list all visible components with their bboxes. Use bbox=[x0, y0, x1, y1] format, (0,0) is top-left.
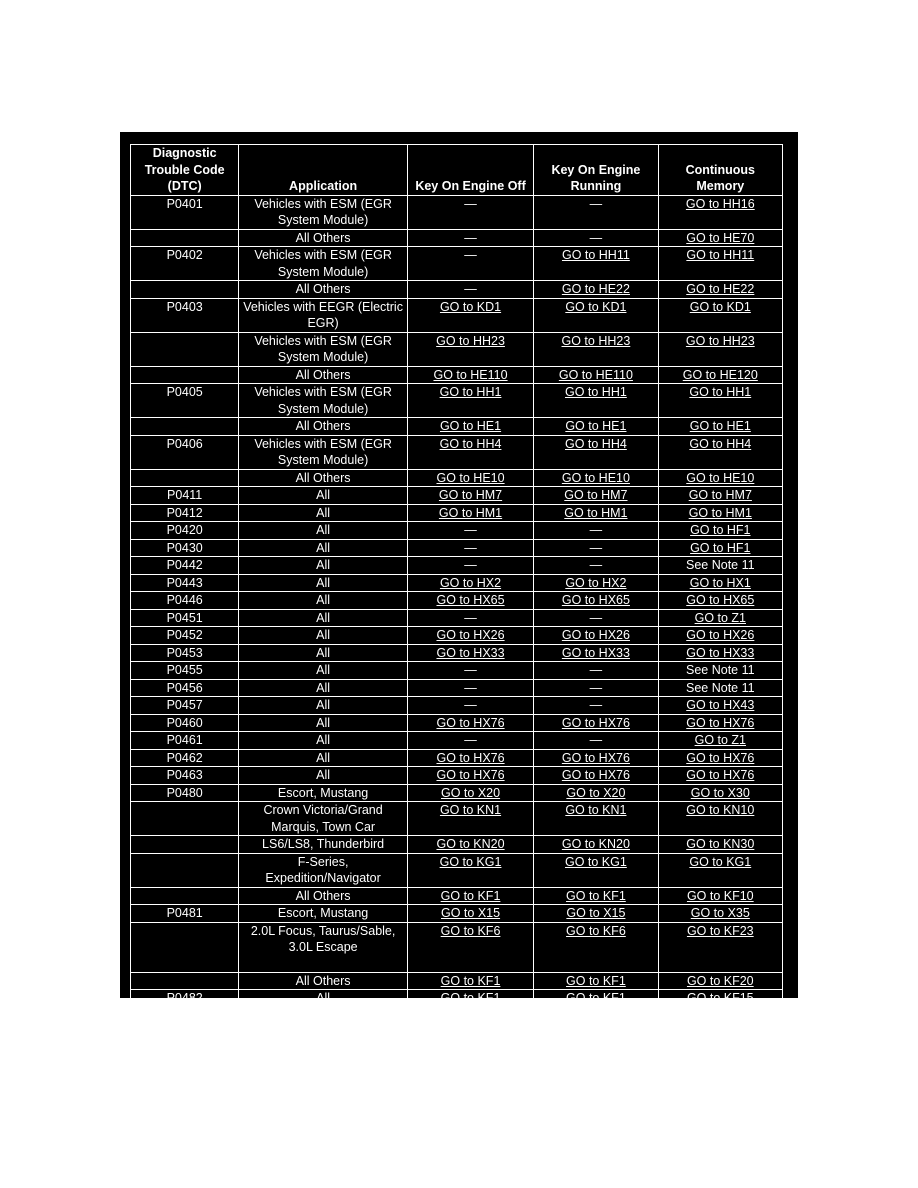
koer-cell[interactable]: GO to HE22 bbox=[534, 281, 658, 299]
koeo-cell[interactable]: GO to HX2 bbox=[407, 574, 533, 592]
continuous-memory-cell[interactable]: GO to KD1 bbox=[658, 298, 782, 332]
koer-cell: — bbox=[534, 539, 658, 557]
table-row bbox=[131, 504, 783, 522]
table-row bbox=[131, 836, 783, 854]
application-cell: All bbox=[239, 504, 408, 522]
continuous-memory-cell[interactable]: GO to HX65 bbox=[658, 592, 782, 610]
application-cell: Vehicles with ESM (EGR System Module) bbox=[239, 332, 408, 366]
dtc-code-cell bbox=[131, 469, 239, 487]
dtc-code-cell: P0462 bbox=[131, 749, 239, 767]
koer-cell: — bbox=[534, 557, 658, 575]
table-row bbox=[131, 767, 783, 785]
dtc-code-cell: P0430 bbox=[131, 539, 239, 557]
dtc-code-cell: P0461 bbox=[131, 732, 239, 750]
application-cell: All Others bbox=[239, 229, 408, 247]
koer-cell[interactable]: GO to KN20 bbox=[534, 836, 658, 854]
koeo-cell[interactable]: GO to KG1 bbox=[407, 853, 533, 887]
table-row bbox=[131, 366, 783, 384]
dtc-code-cell: P0463 bbox=[131, 767, 239, 785]
table-body bbox=[131, 195, 783, 1007]
dtc-code-cell: P0420 bbox=[131, 522, 239, 540]
continuous-memory-cell[interactable]: GO to HX33 bbox=[658, 644, 782, 662]
dtc-code-cell: P0480 bbox=[131, 784, 239, 802]
header-koer: Key On Engine Running bbox=[534, 145, 658, 196]
koer-cell[interactable]: GO to HE1 bbox=[534, 418, 658, 436]
koeo-cell: — bbox=[407, 539, 533, 557]
continuous-memory-cell[interactable]: GO to HX76 bbox=[658, 767, 782, 785]
table-row bbox=[131, 609, 783, 627]
dtc-code-cell bbox=[131, 332, 239, 366]
koer-cell: — bbox=[534, 732, 658, 750]
koeo-cell[interactable]: GO to KF1 bbox=[407, 990, 533, 1008]
koeo-cell[interactable]: GO to HH4 bbox=[407, 435, 533, 469]
dtc-code-cell bbox=[131, 836, 239, 854]
continuous-memory-cell[interactable]: GO to HF1 bbox=[658, 539, 782, 557]
continuous-memory-cell[interactable]: GO to KN30 bbox=[658, 836, 782, 854]
table-row bbox=[131, 539, 783, 557]
koer-cell: — bbox=[534, 522, 658, 540]
table-row bbox=[131, 195, 783, 229]
koeo-cell[interactable]: GO to KN20 bbox=[407, 836, 533, 854]
table-row bbox=[131, 853, 783, 887]
dtc-code-cell: P0481 bbox=[131, 905, 239, 923]
koer-cell[interactable]: GO to KF6 bbox=[534, 922, 658, 972]
koer-cell[interactable]: GO to X15 bbox=[534, 905, 658, 923]
application-cell: All bbox=[239, 522, 408, 540]
koer-cell[interactable]: GO to HX26 bbox=[534, 627, 658, 645]
table-row bbox=[131, 662, 783, 680]
koeo-cell: — bbox=[407, 229, 533, 247]
application-cell: Vehicles with ESM (EGR System Module) bbox=[239, 195, 408, 229]
table-row bbox=[131, 384, 783, 418]
continuous-memory-cell[interactable]: GO to KF20 bbox=[658, 972, 782, 990]
dtc-code-cell: P0401 bbox=[131, 195, 239, 229]
koer-cell: — bbox=[534, 662, 658, 680]
koer-cell[interactable]: GO to HH23 bbox=[534, 332, 658, 366]
koeo-cell[interactable]: GO to X20 bbox=[407, 784, 533, 802]
koer-cell[interactable]: GO to KN1 bbox=[534, 802, 658, 836]
dtc-code-cell: P0403 bbox=[131, 298, 239, 332]
application-cell: All Others bbox=[239, 972, 408, 990]
continuous-memory-cell[interactable]: GO to HM1 bbox=[658, 504, 782, 522]
dtc-code-cell: P0452 bbox=[131, 627, 239, 645]
header-application: Application bbox=[239, 145, 408, 196]
header-continuous-memory: Continuous Memory bbox=[658, 145, 782, 196]
table-row bbox=[131, 784, 783, 802]
application-cell: F-Series, Expedition/Navigator bbox=[239, 853, 408, 887]
dtc-code-cell bbox=[131, 229, 239, 247]
table-row bbox=[131, 990, 783, 1008]
koer-cell[interactable]: GO to HE10 bbox=[534, 469, 658, 487]
koer-cell: — bbox=[534, 195, 658, 229]
koeo-cell[interactable]: GO to HM1 bbox=[407, 504, 533, 522]
dtc-code-cell: P0453 bbox=[131, 644, 239, 662]
continuous-memory-cell[interactable]: GO to HH11 bbox=[658, 247, 782, 281]
table-row bbox=[131, 247, 783, 281]
koeo-cell[interactable]: GO to HE1 bbox=[407, 418, 533, 436]
continuous-memory-cell[interactable]: GO to X35 bbox=[658, 905, 782, 923]
application-cell: All Others bbox=[239, 469, 408, 487]
koer-cell[interactable]: GO to X20 bbox=[534, 784, 658, 802]
application-cell: All Others bbox=[239, 887, 408, 905]
continuous-memory-cell[interactable]: GO to Z1 bbox=[658, 609, 782, 627]
dtc-table-panel bbox=[120, 132, 798, 1005]
table-row bbox=[131, 469, 783, 487]
dtc-code-cell: P0402 bbox=[131, 247, 239, 281]
table-row bbox=[131, 592, 783, 610]
application-cell: Vehicles with ESM (EGR System Module) bbox=[239, 435, 408, 469]
application-cell: All Others bbox=[239, 366, 408, 384]
application-cell: All bbox=[239, 990, 408, 1008]
continuous-memory-cell[interactable]: GO to HE22 bbox=[658, 281, 782, 299]
application-cell: All bbox=[239, 749, 408, 767]
application-cell: Escort, Mustang bbox=[239, 905, 408, 923]
continuous-memory-cell[interactable]: GO to HF1 bbox=[658, 522, 782, 540]
continuous-memory-cell[interactable]: GO to X30 bbox=[658, 784, 782, 802]
dtc-code-cell bbox=[131, 281, 239, 299]
application-cell: All bbox=[239, 679, 408, 697]
koer-cell[interactable]: GO to HM1 bbox=[534, 504, 658, 522]
koeo-cell[interactable]: GO to KD1 bbox=[407, 298, 533, 332]
table-row bbox=[131, 574, 783, 592]
application-cell: Crown Victoria/Grand Marquis, Town Car bbox=[239, 802, 408, 836]
continuous-memory-cell[interactable]: GO to HX76 bbox=[658, 714, 782, 732]
dtc-code-cell bbox=[131, 887, 239, 905]
application-cell: All bbox=[239, 539, 408, 557]
dtc-code-cell: P0405 bbox=[131, 384, 239, 418]
application-cell: Vehicles with ESM (EGR System Module) bbox=[239, 247, 408, 281]
dtc-code-cell: P0443 bbox=[131, 574, 239, 592]
table-row bbox=[131, 972, 783, 990]
koer-cell[interactable]: GO to HE110 bbox=[534, 366, 658, 384]
koeo-cell[interactable]: GO to HX65 bbox=[407, 592, 533, 610]
koer-cell[interactable]: GO to HM7 bbox=[534, 487, 658, 505]
dtc-code-cell: P0446 bbox=[131, 592, 239, 610]
application-cell: All Others bbox=[239, 418, 408, 436]
table-row bbox=[131, 802, 783, 836]
koer-cell[interactable]: GO to HX65 bbox=[534, 592, 658, 610]
koeo-cell[interactable]: GO to HH1 bbox=[407, 384, 533, 418]
table-row bbox=[131, 732, 783, 750]
application-cell: 2.0L Focus, Taurus/Sable, 3.0L Escape bbox=[239, 922, 408, 972]
continuous-memory-cell[interactable]: GO to HX43 bbox=[658, 697, 782, 715]
koeo-cell[interactable]: GO to HX33 bbox=[407, 644, 533, 662]
koeo-cell[interactable]: GO to HX26 bbox=[407, 627, 533, 645]
koer-cell: — bbox=[534, 679, 658, 697]
dtc-code-cell: P0460 bbox=[131, 714, 239, 732]
koer-cell[interactable]: GO to HX2 bbox=[534, 574, 658, 592]
koeo-cell[interactable]: GO to KF1 bbox=[407, 972, 533, 990]
continuous-memory-cell[interactable]: GO to HE10 bbox=[658, 469, 782, 487]
application-cell: All bbox=[239, 767, 408, 785]
koeo-cell[interactable]: GO to HE110 bbox=[407, 366, 533, 384]
continuous-memory-cell[interactable]: GO to KF15 bbox=[658, 990, 782, 1008]
table-row bbox=[131, 627, 783, 645]
table-row bbox=[131, 714, 783, 732]
continuous-memory-cell[interactable]: GO to HX26 bbox=[658, 627, 782, 645]
koeo-cell[interactable]: GO to HX76 bbox=[407, 714, 533, 732]
table-row bbox=[131, 644, 783, 662]
koer-cell[interactable]: GO to HX33 bbox=[534, 644, 658, 662]
table-row bbox=[131, 922, 783, 972]
continuous-memory-cell[interactable]: GO to Z1 bbox=[658, 732, 782, 750]
koer-cell[interactable]: GO to HX76 bbox=[534, 767, 658, 785]
koer-cell[interactable]: GO to HH11 bbox=[534, 247, 658, 281]
header-koeo: Key On Engine Off bbox=[407, 145, 533, 196]
dtc-code-cell: P0482 bbox=[131, 990, 239, 1008]
koeo-cell: — bbox=[407, 557, 533, 575]
koeo-cell: — bbox=[407, 247, 533, 281]
koeo-cell[interactable]: GO to HH23 bbox=[407, 332, 533, 366]
koeo-cell: — bbox=[407, 732, 533, 750]
koeo-cell: — bbox=[407, 195, 533, 229]
application-cell: LS6/LS8, Thunderbird bbox=[239, 836, 408, 854]
application-cell: All bbox=[239, 574, 408, 592]
dtc-code-cell bbox=[131, 922, 239, 972]
table-row bbox=[131, 905, 783, 923]
table-row bbox=[131, 298, 783, 332]
continuous-memory-cell[interactable]: GO to HX1 bbox=[658, 574, 782, 592]
application-cell: All Others bbox=[239, 281, 408, 299]
application-cell: Vehicles with ESM (EGR System Module) bbox=[239, 384, 408, 418]
koeo-cell: — bbox=[407, 662, 533, 680]
continuous-memory-cell[interactable]: GO to HH1 bbox=[658, 384, 782, 418]
koeo-cell[interactable]: GO to HX76 bbox=[407, 767, 533, 785]
table-row bbox=[131, 697, 783, 715]
koer-cell[interactable]: GO to KF1 bbox=[534, 972, 658, 990]
koer-cell[interactable]: GO to KF1 bbox=[534, 990, 658, 1008]
continuous-memory-cell: See Note 11 bbox=[658, 662, 782, 680]
koer-cell[interactable]: GO to HH1 bbox=[534, 384, 658, 418]
koer-cell[interactable]: GO to KG1 bbox=[534, 853, 658, 887]
application-cell: All bbox=[239, 644, 408, 662]
application-cell: All bbox=[239, 697, 408, 715]
dtc-code-cell bbox=[131, 972, 239, 990]
table-row bbox=[131, 487, 783, 505]
koer-cell[interactable]: GO to HH4 bbox=[534, 435, 658, 469]
koeo-cell[interactable]: GO to X15 bbox=[407, 905, 533, 923]
continuous-memory-cell[interactable]: GO to KF23 bbox=[658, 922, 782, 972]
continuous-memory-cell[interactable]: GO to HE70 bbox=[658, 229, 782, 247]
koer-cell[interactable]: GO to HX76 bbox=[534, 714, 658, 732]
application-cell: All bbox=[239, 627, 408, 645]
dtc-code-cell: P0451 bbox=[131, 609, 239, 627]
continuous-memory-cell[interactable]: GO to HX76 bbox=[658, 749, 782, 767]
koeo-cell[interactable]: GO to HM7 bbox=[407, 487, 533, 505]
koeo-cell[interactable]: GO to HX76 bbox=[407, 749, 533, 767]
dtc-code-cell bbox=[131, 853, 239, 887]
application-cell: All bbox=[239, 662, 408, 680]
application-cell: All bbox=[239, 592, 408, 610]
dtc-table bbox=[130, 144, 783, 1008]
continuous-memory-cell[interactable]: GO to HM7 bbox=[658, 487, 782, 505]
continuous-memory-cell[interactable]: GO to HH16 bbox=[658, 195, 782, 229]
application-cell: Vehicles with EEGR (Electric EGR) bbox=[239, 298, 408, 332]
koer-cell[interactable]: GO to KF1 bbox=[534, 887, 658, 905]
table-row bbox=[131, 229, 783, 247]
table-row bbox=[131, 435, 783, 469]
koeo-cell: — bbox=[407, 609, 533, 627]
koeo-cell[interactable]: GO to KF6 bbox=[407, 922, 533, 972]
dtc-code-cell bbox=[131, 802, 239, 836]
dtc-code-cell: P0412 bbox=[131, 504, 239, 522]
continuous-memory-cell[interactable]: GO to HH4 bbox=[658, 435, 782, 469]
application-cell: All bbox=[239, 557, 408, 575]
dtc-code-cell: P0411 bbox=[131, 487, 239, 505]
application-cell: All bbox=[239, 714, 408, 732]
koeo-cell: — bbox=[407, 697, 533, 715]
koeo-cell[interactable]: GO to KN1 bbox=[407, 802, 533, 836]
table-row bbox=[131, 332, 783, 366]
koer-cell[interactable]: GO to HX76 bbox=[534, 749, 658, 767]
continuous-memory-cell: See Note 11 bbox=[658, 557, 782, 575]
koeo-cell: — bbox=[407, 679, 533, 697]
continuous-memory-cell[interactable]: GO to KF10 bbox=[658, 887, 782, 905]
application-cell: All bbox=[239, 609, 408, 627]
dtc-code-cell: P0442 bbox=[131, 557, 239, 575]
application-cell: All bbox=[239, 732, 408, 750]
koer-cell[interactable]: GO to KD1 bbox=[534, 298, 658, 332]
table-header-row bbox=[131, 145, 783, 196]
table-row bbox=[131, 749, 783, 767]
koer-cell: — bbox=[534, 229, 658, 247]
table-row bbox=[131, 887, 783, 905]
continuous-memory-cell[interactable]: GO to HH23 bbox=[658, 332, 782, 366]
continuous-memory-cell: See Note 11 bbox=[658, 679, 782, 697]
application-cell: All bbox=[239, 487, 408, 505]
table-row bbox=[131, 679, 783, 697]
table-row bbox=[131, 522, 783, 540]
header-dtc: Diagnostic Trouble Code (DTC) bbox=[131, 145, 239, 196]
dtc-code-cell: P0457 bbox=[131, 697, 239, 715]
koeo-cell[interactable]: GO to KF1 bbox=[407, 887, 533, 905]
application-cell: Escort, Mustang bbox=[239, 784, 408, 802]
koer-cell: — bbox=[534, 697, 658, 715]
koeo-cell: — bbox=[407, 522, 533, 540]
table-row bbox=[131, 418, 783, 436]
continuous-memory-cell[interactable]: GO to KN10 bbox=[658, 802, 782, 836]
dtc-code-cell bbox=[131, 366, 239, 384]
continuous-memory-cell[interactable]: GO to KG1 bbox=[658, 853, 782, 887]
koeo-cell: — bbox=[407, 281, 533, 299]
dtc-code-cell bbox=[131, 418, 239, 436]
dtc-code-cell: P0406 bbox=[131, 435, 239, 469]
koeo-cell[interactable]: GO to HE10 bbox=[407, 469, 533, 487]
table-row bbox=[131, 557, 783, 575]
koer-cell: — bbox=[534, 609, 658, 627]
continuous-memory-cell[interactable]: GO to HE120 bbox=[658, 366, 782, 384]
continuous-memory-cell[interactable]: GO to HE1 bbox=[658, 418, 782, 436]
table-row bbox=[131, 281, 783, 299]
dtc-code-cell: P0456 bbox=[131, 679, 239, 697]
dtc-code-cell: P0455 bbox=[131, 662, 239, 680]
